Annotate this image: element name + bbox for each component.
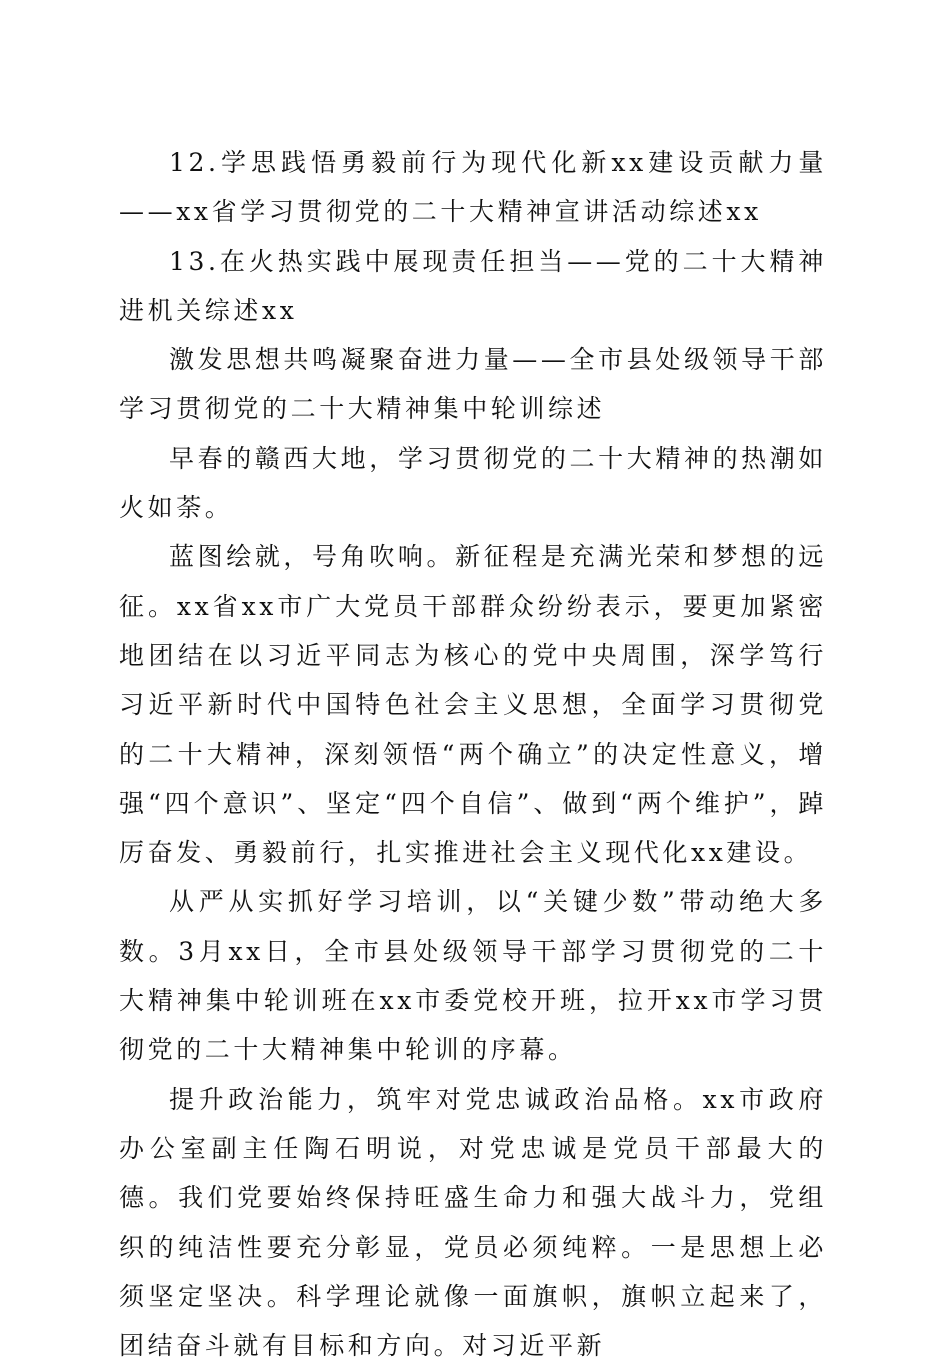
- body-paragraph: 提升政治能力，筑牢对党忠诚政治品格。xx市政府办公室副主任陶石明说，对党忠诚是党员干部最大的德。我们党要始终保持旺盛生命力和强大战斗力，党组织的纯洁性要充分彰显，党员必须纯粹。一是思想上必须坚定坚决。科学理论就像一面旗帜，旗帜立起来了，团结奋斗就有目标和方向。对习近平新: [119, 1084, 827, 1361]
- document-body: [119, 138, 827, 1370]
- article-title: 激发思想共鸣凝聚奋进力量——全市县处级领导干部学习贯彻党的二十大精神集中轮训综述: [119, 345, 827, 424]
- body-paragraph: 从严从实抓好学习培训，以“关键少数”带动绝大多数。3月xx日，全市县处级领导干部学习贯彻党的二十大精神集中轮训班在xx市委党校开班，拉开xx市学习贯彻党的二十大精神集中轮训的序幕。: [119, 887, 827, 1065]
- list-item-12: 12.学思践悟勇毅前行为现代化新xx建设贡献力量——xx省学习贯彻党的二十大精神宣讲活动综述xx: [119, 148, 827, 227]
- body-paragraph: 早春的赣西大地，学习贯彻党的二十大精神的热潮如火如荼。: [119, 443, 827, 523]
- list-item-13: 13.在火热实践中展现责任担当——党的二十大精神进机关综述xx: [119, 246, 827, 325]
- body-paragraph: 蓝图绘就，号角吹响。新征程是充满光荣和梦想的远征。xx省xx市广大党员干部群众纷纷表示，要更加紧密地团结在以习近平同志为核心的党中央周围，深学笃行习近平新时代中国特色社会主义思想，全面学习贯彻党的二十大精神，深刻领悟“两个确立”的决定性意义，增强“四个意识”、坚定“四个自信”、做到“两个维护”，踔厉奋发、勇毅前行，扎实推进社会主义现代化xx建设。: [119, 542, 827, 868]
